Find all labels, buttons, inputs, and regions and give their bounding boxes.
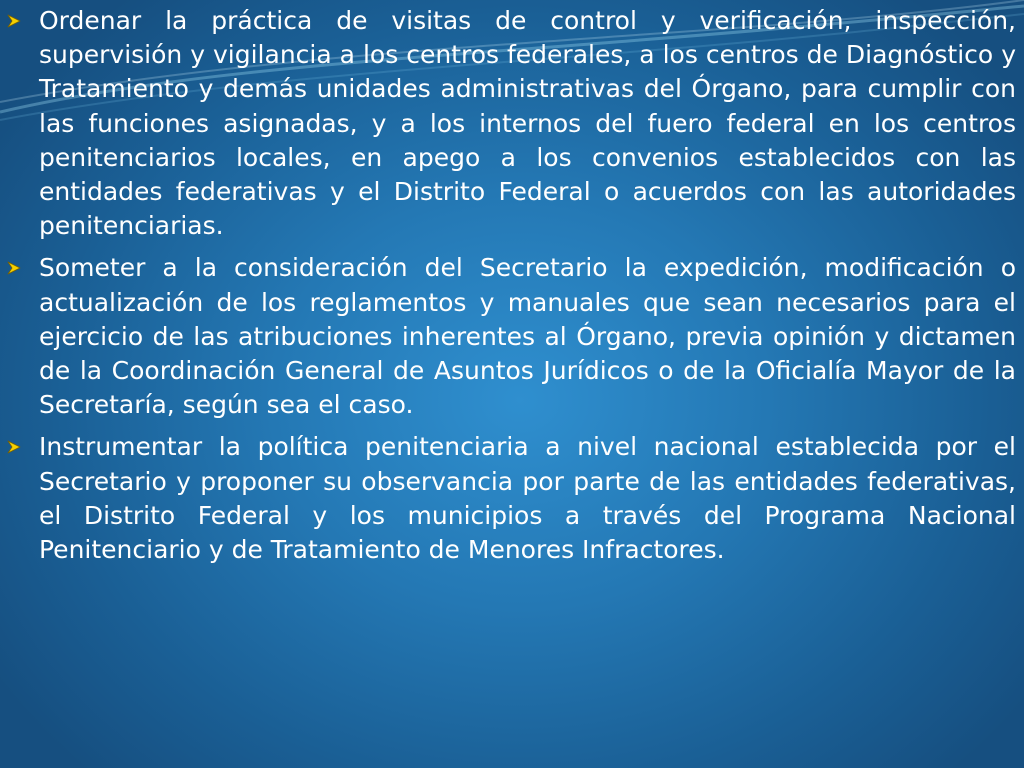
- arrowhead-bullet-icon: [7, 14, 21, 28]
- arrowhead-bullet-icon: [7, 261, 21, 275]
- bullet-text: Someter a la consideración del Secretario la expedición, modificación o actualización de los reglamentos y manuales que sean necesarios para el ejercicio de las atribuciones inherentes al Órgano, previa opinión y dictamen de la Coordinación General de Asuntos Jurídicos o de la Oficialía Mayor de la Secretaría, según sea el caso.: [39, 253, 1016, 420]
- arrowhead-bullet-icon: [7, 440, 21, 454]
- bullet-item: [0, 4, 1024, 243]
- bullet-item: [0, 430, 1024, 567]
- bullet-text: Ordenar la práctica de visitas de control y verificación, inspección, supervisión y vigilancia a los centros federales, a los centros de Diagnóstico y Tratamiento y demás unidades administrativas del Órgano, para cumplir con las funciones asignadas, y a los internos del fuero federal en los centros penitenciarios locales, en apego a los convenios establecidos con las entidades federativas y el Distrito Federal o acuerdos con las autoridades penitenciarias.: [39, 6, 1016, 241]
- bullet-list: [0, 4, 1024, 575]
- bullet-text: Instrumentar la política penitenciaria a nivel nacional establecida por el Secretario y proponer su observancia por parte de las entidades federativas, el Distrito Federal y los municipios a través del Programa Nacional Penitenciario y de Tratamiento de Menores Infractores.: [39, 432, 1016, 565]
- bullet-item: [0, 251, 1024, 422]
